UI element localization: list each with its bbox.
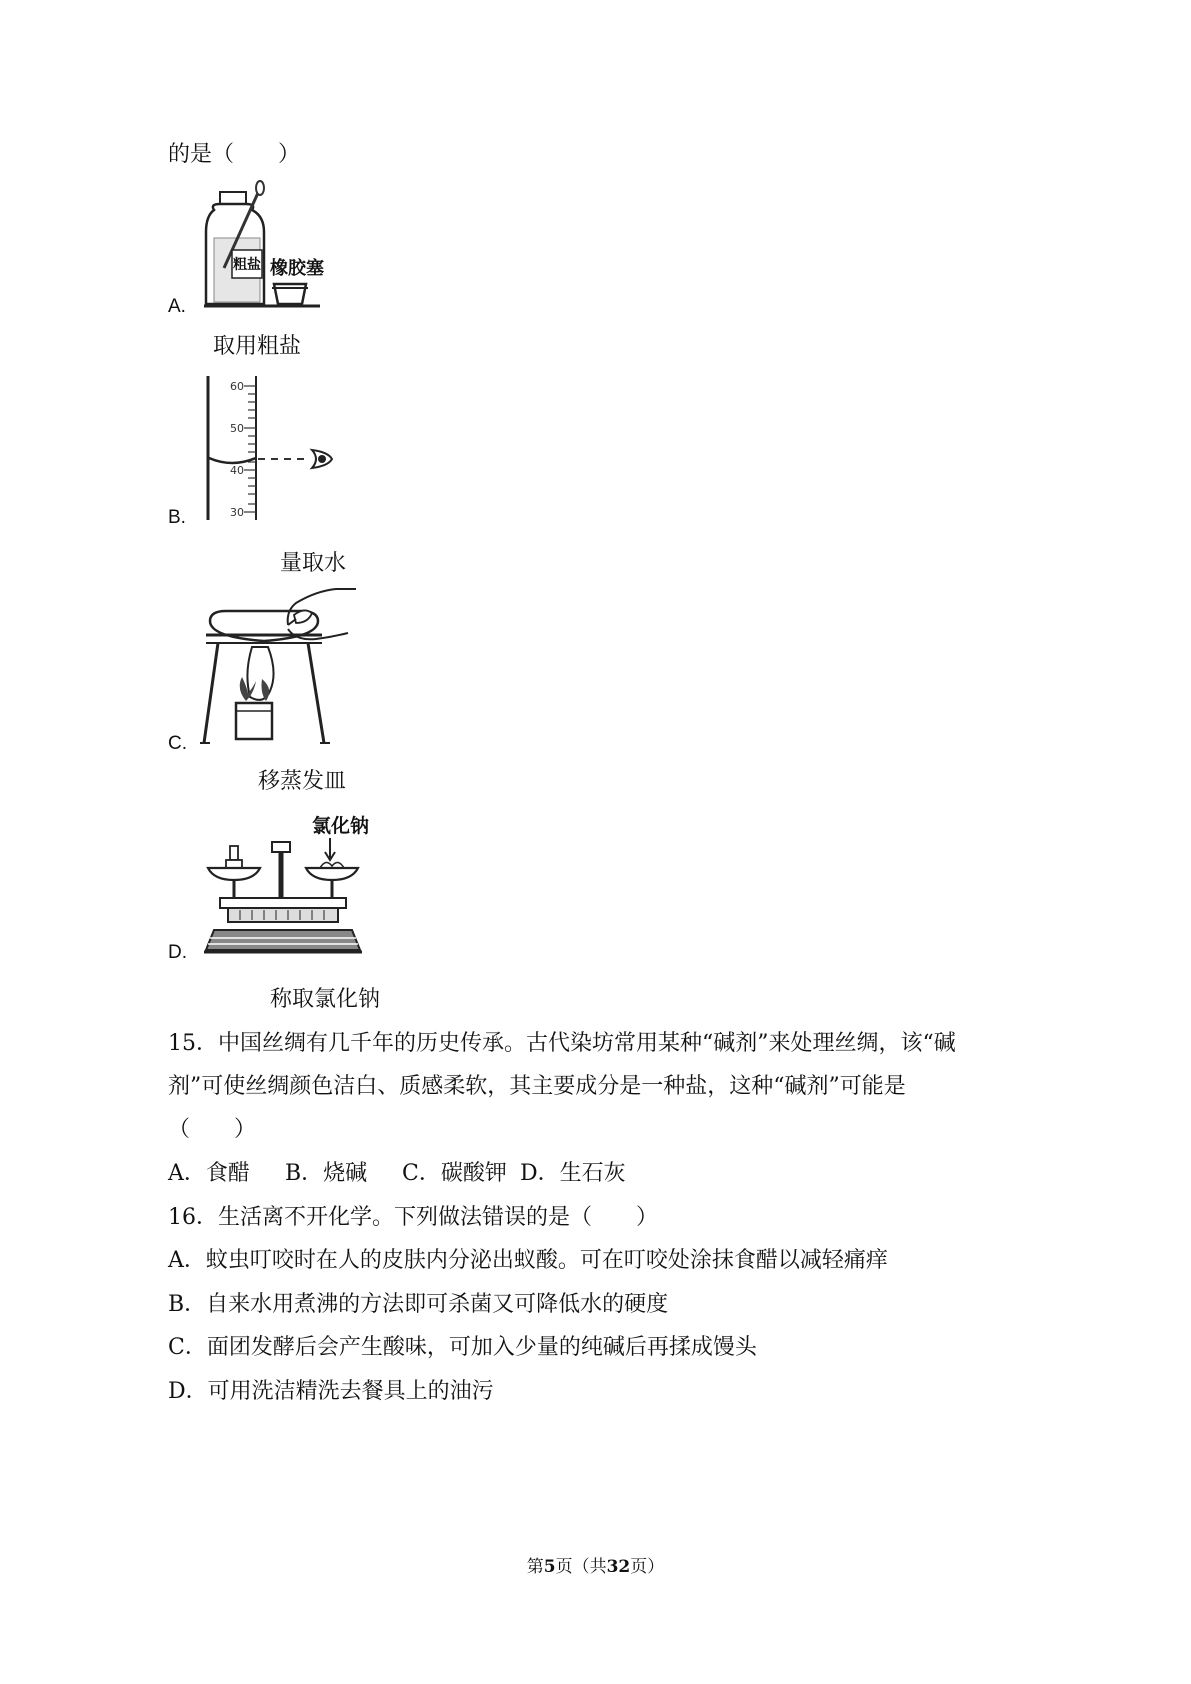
figure-move-evaporating-dish bbox=[196, 585, 366, 750]
tick-30: 30 bbox=[230, 506, 244, 519]
q15-stem-line-3: （ ） bbox=[168, 1117, 257, 1142]
page-footer bbox=[0, 1552, 1191, 1577]
q14-option-b-caption: 量取水 bbox=[280, 551, 347, 576]
q15-stem-line-1: 15．中国丝绸有几千年的历史传承。古代染坊常用某种“碱剂”来处理丝绸，该“碱 bbox=[168, 1031, 956, 1056]
figure-weigh-sodium-chloride bbox=[200, 806, 375, 961]
q16-stem: 16．生活离不开化学。下列做法错误的是（ ） bbox=[168, 1205, 658, 1230]
figure-take-salt bbox=[200, 180, 340, 315]
footer-mid: 页（共 bbox=[555, 1557, 607, 1577]
figure-measure-water bbox=[196, 372, 341, 527]
q14-option-d-label: D. bbox=[168, 942, 187, 963]
q15-stem-line-2: 剂”可使丝绸颜色洁白、质感柔软，其主要成分是一种盐，这种“碱剂”可能是 bbox=[168, 1074, 906, 1099]
footer-prefix: 第 bbox=[526, 1557, 544, 1577]
fig-label-rubber-stopper: 橡胶塞 bbox=[270, 258, 324, 279]
q14-option-c-label: C. bbox=[168, 733, 187, 754]
q16-option-d: D．可用洗洁精洗去餐具上的油污 bbox=[168, 1379, 494, 1404]
footer-suffix: 页） bbox=[630, 1557, 665, 1577]
q15-choice-b: B．烧碱 bbox=[285, 1161, 368, 1186]
q14-option-a-label: A. bbox=[168, 296, 186, 317]
eye-icon bbox=[318, 455, 326, 463]
q15-choice-c: C．碳酸钾 bbox=[402, 1161, 507, 1186]
q14-option-c-caption: 移蒸发皿 bbox=[258, 769, 347, 794]
q16-option-a: A．蚊虫叮咬时在人的皮肤内分泌出蚁酸。可在叮咬处涂抹食醋以减轻痛痒 bbox=[168, 1248, 888, 1273]
q16-option-c: C．面团发酵后会产生酸味，可加入少量的纯碱后再揉成馒头 bbox=[168, 1335, 757, 1360]
q14-option-a-caption: 取用粗盐 bbox=[213, 334, 302, 359]
fig-label-crude-salt: 粗盐 bbox=[233, 257, 261, 273]
fig-label-sodium-chloride: 氯化钠 bbox=[312, 815, 370, 837]
q15-choice-a: A．食醋 bbox=[168, 1161, 250, 1186]
q15-choice-d: D．生石灰 bbox=[520, 1161, 626, 1186]
tick-40: 40 bbox=[230, 464, 244, 477]
q14-stem-tail: 的是（ ） bbox=[168, 142, 301, 167]
tick-60: 60 bbox=[230, 380, 244, 393]
tick-50: 50 bbox=[230, 422, 244, 435]
q14-option-b-label: B. bbox=[168, 507, 186, 528]
footer-page-number: 5 bbox=[543, 1557, 556, 1577]
q14-option-d-caption: 称取氯化钠 bbox=[270, 987, 381, 1012]
footer-total-pages: 32 bbox=[606, 1557, 631, 1577]
q16-option-b: B．自来水用煮沸的方法即可杀菌又可降低水的硬度 bbox=[168, 1292, 669, 1317]
